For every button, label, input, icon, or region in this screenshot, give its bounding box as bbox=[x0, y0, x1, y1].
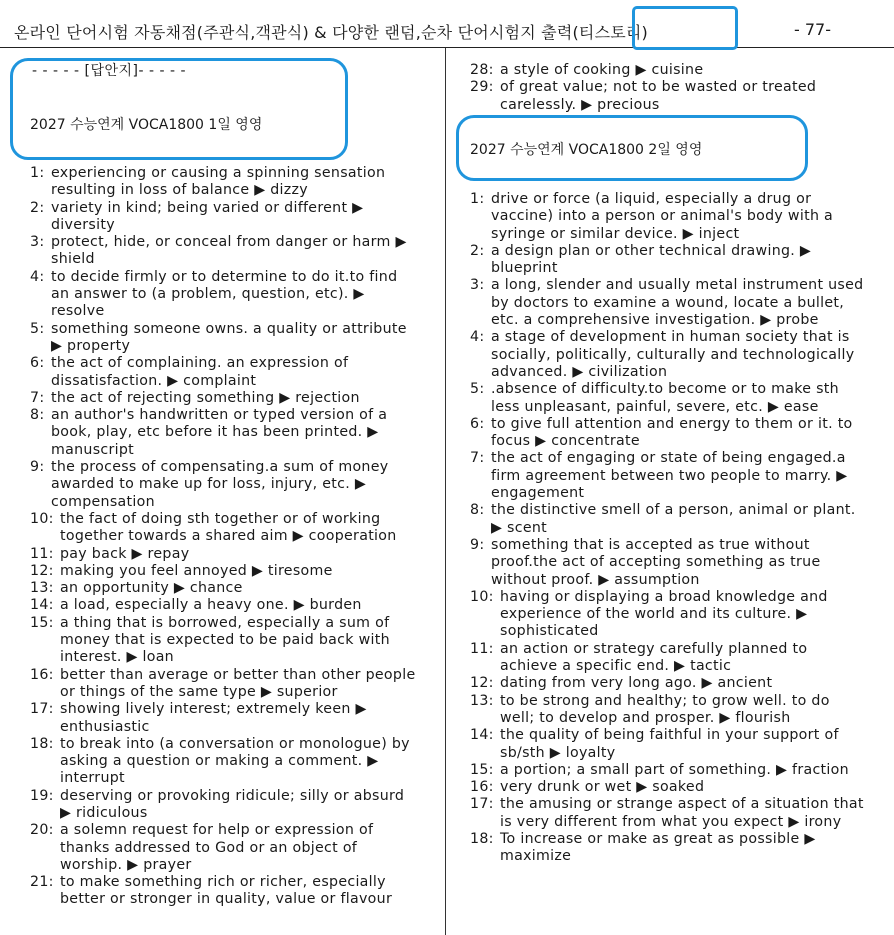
item-definition: .absence of difficulty.to become or to make sth less unpleasant, painful, severe, etc. ▶ ease bbox=[491, 381, 839, 415]
answer-item bbox=[30, 615, 416, 667]
item-definition: the amusing or strange aspect of a situation that is very different from what you expect ▶ irony bbox=[500, 796, 864, 830]
item-definition: the process of compensating.a sum of money awarded to make up for loss, injury, etc. ▶ compensation bbox=[51, 459, 389, 510]
item-number: 16: bbox=[30, 666, 54, 683]
item-definition: the act of engaging or state of being engaged.a firm agreement between two people to marry. ▶ engagement bbox=[491, 450, 848, 502]
answer-item bbox=[470, 779, 865, 796]
item-number: 10: bbox=[470, 588, 494, 605]
item-definition: the distinctive smell of a person, animal or plant. ▶ scent bbox=[491, 502, 856, 536]
answer-item bbox=[30, 736, 416, 788]
highlight-box-history bbox=[632, 6, 738, 50]
item-definition: something someone owns. a quality or attribute ▶ property bbox=[51, 320, 407, 354]
item-number: 19: bbox=[30, 787, 54, 804]
item-number: 3: bbox=[470, 277, 485, 294]
answer-item bbox=[470, 693, 865, 728]
item-definition: an opportunity ▶ chance bbox=[60, 580, 243, 597]
item-definition: a portion; a small part of something. ▶ fraction bbox=[500, 761, 849, 778]
item-number: 21: bbox=[30, 874, 54, 891]
item-definition: a solemn request for help or expression of thanks addressed to God or an object of worship. ▶ prayer bbox=[60, 822, 374, 873]
item-number: 6: bbox=[30, 355, 45, 372]
answer-item bbox=[30, 580, 416, 597]
item-definition: an author's handwritten or typed version of a book, play, etc before it has been printed. ▶ manuscript bbox=[51, 407, 388, 458]
answer-item bbox=[30, 563, 416, 580]
answer-item bbox=[470, 277, 865, 329]
answer-item bbox=[30, 701, 416, 736]
item-number: 6: bbox=[470, 415, 485, 432]
item-definition: drive or force (a liquid, especially a drug or vaccine) into a person or animal's body with a syringe or similar device. ▶ inject bbox=[491, 191, 834, 242]
item-number: 15: bbox=[30, 614, 54, 631]
item-number: 13: bbox=[470, 692, 494, 709]
item-number: 1: bbox=[30, 165, 45, 181]
answer-item bbox=[30, 165, 416, 200]
answer-item bbox=[470, 62, 865, 79]
answer-item bbox=[30, 390, 416, 407]
answer-item bbox=[470, 727, 865, 762]
answer-item bbox=[470, 416, 865, 451]
day1-answer-list bbox=[30, 165, 416, 909]
item-number: 8: bbox=[30, 407, 45, 424]
item-definition: showing lively interest; extremely keen ▶ enthusiastic bbox=[60, 701, 367, 735]
item-definition: deserving or provoking ridicule; silly or absurd ▶ ridiculous bbox=[60, 787, 405, 821]
answer-item bbox=[30, 200, 416, 235]
item-definition: something that is accepted as true without proof.the act of accepting something as true without proof. ▶ assumption bbox=[491, 536, 821, 588]
item-definition: pay back ▶ repay bbox=[60, 545, 190, 562]
item-number: 4: bbox=[470, 329, 485, 346]
answer-item bbox=[30, 546, 416, 563]
item-number: 17: bbox=[470, 796, 494, 813]
answer-item bbox=[30, 459, 416, 511]
answer-item bbox=[30, 788, 416, 823]
item-number: 16: bbox=[470, 779, 494, 796]
item-number: 7: bbox=[470, 450, 485, 467]
item-definition: to give full attention and energy to them or it. to focus ▶ concentrate bbox=[491, 415, 853, 450]
highlight-box-day1 bbox=[10, 58, 348, 160]
item-number: 2: bbox=[30, 199, 45, 216]
answer-item bbox=[470, 191, 865, 243]
item-number: 12: bbox=[30, 562, 54, 579]
answer-item bbox=[470, 502, 865, 537]
document-title: 온라인 단어시험 자동채점(주관식,객관식) & 다양한 랜덤,순차 단어시험지 출력(티스토리) bbox=[14, 23, 648, 42]
day1-title: 2027 수능연계 VOCA1800 1일 영영 bbox=[30, 117, 263, 133]
answer-item bbox=[30, 321, 416, 356]
answer-sheet-banner: - - - - - [답안지]- - - - - bbox=[32, 63, 187, 79]
item-definition: to be strong and healthy; to grow well. to do well; to develop and prosper. ▶ flourish bbox=[500, 692, 830, 726]
item-definition: variety in kind; being varied or different ▶ diversity bbox=[51, 199, 364, 233]
item-definition: having or displaying a broad knowledge and experience of the world and its culture. ▶ sophisticated bbox=[500, 588, 828, 640]
item-number: 1: bbox=[470, 191, 485, 207]
item-definition: a design plan or other technical drawing. ▶ blueprint bbox=[491, 242, 812, 277]
item-definition: the quality of being faithful in your support of sb/sth ▶ loyalty bbox=[500, 727, 839, 761]
item-number: 17: bbox=[30, 701, 54, 718]
answer-item bbox=[30, 597, 416, 614]
answer-item bbox=[470, 329, 865, 381]
page-number: - 77- bbox=[794, 20, 831, 39]
item-number: 4: bbox=[30, 268, 45, 285]
answer-item bbox=[30, 355, 416, 390]
previous-answer-list bbox=[470, 62, 865, 114]
item-number: 14: bbox=[30, 597, 54, 614]
item-definition: better than average or better than other people or things of the same type ▶ superior bbox=[60, 666, 416, 700]
answer-item bbox=[470, 762, 865, 779]
item-number: 15: bbox=[470, 761, 494, 778]
item-number: 12: bbox=[470, 675, 494, 692]
item-definition: a thing that is borrowed, especially a sum of money that is expected to be paid back with interest. ▶ loan bbox=[60, 614, 390, 666]
answer-item bbox=[30, 822, 416, 874]
item-number: 28: bbox=[470, 62, 494, 78]
item-number: 18: bbox=[30, 735, 54, 752]
item-number: 20: bbox=[30, 822, 54, 839]
answer-item bbox=[470, 537, 865, 589]
day2-title: 2027 수능연계 VOCA1800 2일 영영 bbox=[470, 142, 703, 158]
answer-item bbox=[470, 831, 865, 866]
item-definition: a load, especially a heavy one. ▶ burden bbox=[60, 597, 362, 614]
answer-item bbox=[30, 511, 416, 546]
item-definition: the fact of doing sth together or of working together towards a shared aim ▶ cooperation bbox=[60, 510, 397, 545]
item-number: 29: bbox=[470, 79, 494, 96]
item-number: 5: bbox=[30, 320, 45, 337]
item-definition: to break into (a conversation or monologue) by asking a question or making a comment. ▶ interrupt bbox=[60, 735, 410, 787]
answer-item bbox=[470, 589, 865, 641]
item-number: 9: bbox=[470, 536, 485, 553]
item-definition: very drunk or wet ▶ soaked bbox=[500, 779, 705, 796]
item-definition: experiencing or causing a spinning sensation resulting in loss of balance ▶ dizzy bbox=[51, 165, 386, 199]
answer-item bbox=[30, 234, 416, 269]
answer-item bbox=[470, 79, 865, 114]
item-definition: the act of complaining. an expression of dissatisfaction. ▶ complaint bbox=[51, 355, 349, 389]
item-definition: the act of rejecting something ▶ rejection bbox=[51, 389, 360, 406]
item-number: 8: bbox=[470, 502, 485, 519]
item-definition: protect, hide, or conceal from danger or harm ▶ shield bbox=[51, 234, 407, 268]
answer-item bbox=[470, 675, 865, 692]
answer-item bbox=[470, 641, 865, 676]
item-definition: To increase or make as great as possible ▶ maximize bbox=[500, 830, 816, 865]
answer-item bbox=[470, 796, 865, 831]
item-number: 3: bbox=[30, 234, 45, 251]
item-definition: of great value; not to be wasted or treated carelessly. ▶ precious bbox=[500, 79, 817, 113]
answer-item bbox=[30, 407, 416, 459]
item-number: 7: bbox=[30, 389, 45, 406]
column-divider bbox=[445, 48, 446, 935]
item-number: 13: bbox=[30, 580, 54, 597]
answer-item bbox=[470, 243, 865, 278]
item-number: 11: bbox=[30, 545, 54, 562]
item-number: 9: bbox=[30, 459, 45, 476]
answer-item bbox=[470, 381, 865, 416]
answer-item bbox=[30, 874, 416, 909]
item-number: 10: bbox=[30, 510, 54, 527]
item-definition: dating from very long ago. ▶ ancient bbox=[500, 675, 773, 692]
item-number: 18: bbox=[470, 830, 494, 847]
answer-item bbox=[470, 450, 865, 502]
item-definition: an action or strategy carefully planned to achieve a specific end. ▶ tactic bbox=[500, 640, 808, 675]
item-definition: a style of cooking ▶ cuisine bbox=[500, 62, 704, 78]
item-number: 2: bbox=[470, 242, 485, 259]
item-definition: a long, slender and usually metal instrument used by doctors to examine a wound, locate a bullet, etc. a comprehensive investigation. ▶ probe bbox=[491, 277, 864, 329]
page-header bbox=[0, 0, 894, 48]
answer-item bbox=[30, 667, 416, 702]
item-definition: to make something rich or richer, especially better or stronger in quality, value or flavour bbox=[60, 874, 393, 908]
item-number: 11: bbox=[470, 640, 494, 657]
item-definition: a stage of development in human society that is socially, politically, culturally and technologically advanced. ▶ civilization bbox=[491, 329, 855, 380]
day2-answer-list bbox=[470, 191, 865, 866]
item-number: 14: bbox=[470, 727, 494, 744]
item-definition: to decide firmly or to determine to do it.to find an answer to (a problem, question, etc). ▶ resolve bbox=[51, 268, 398, 320]
answer-item bbox=[30, 269, 416, 321]
item-definition: making you feel annoyed ▶ tiresome bbox=[60, 562, 333, 579]
item-number: 5: bbox=[470, 381, 485, 398]
